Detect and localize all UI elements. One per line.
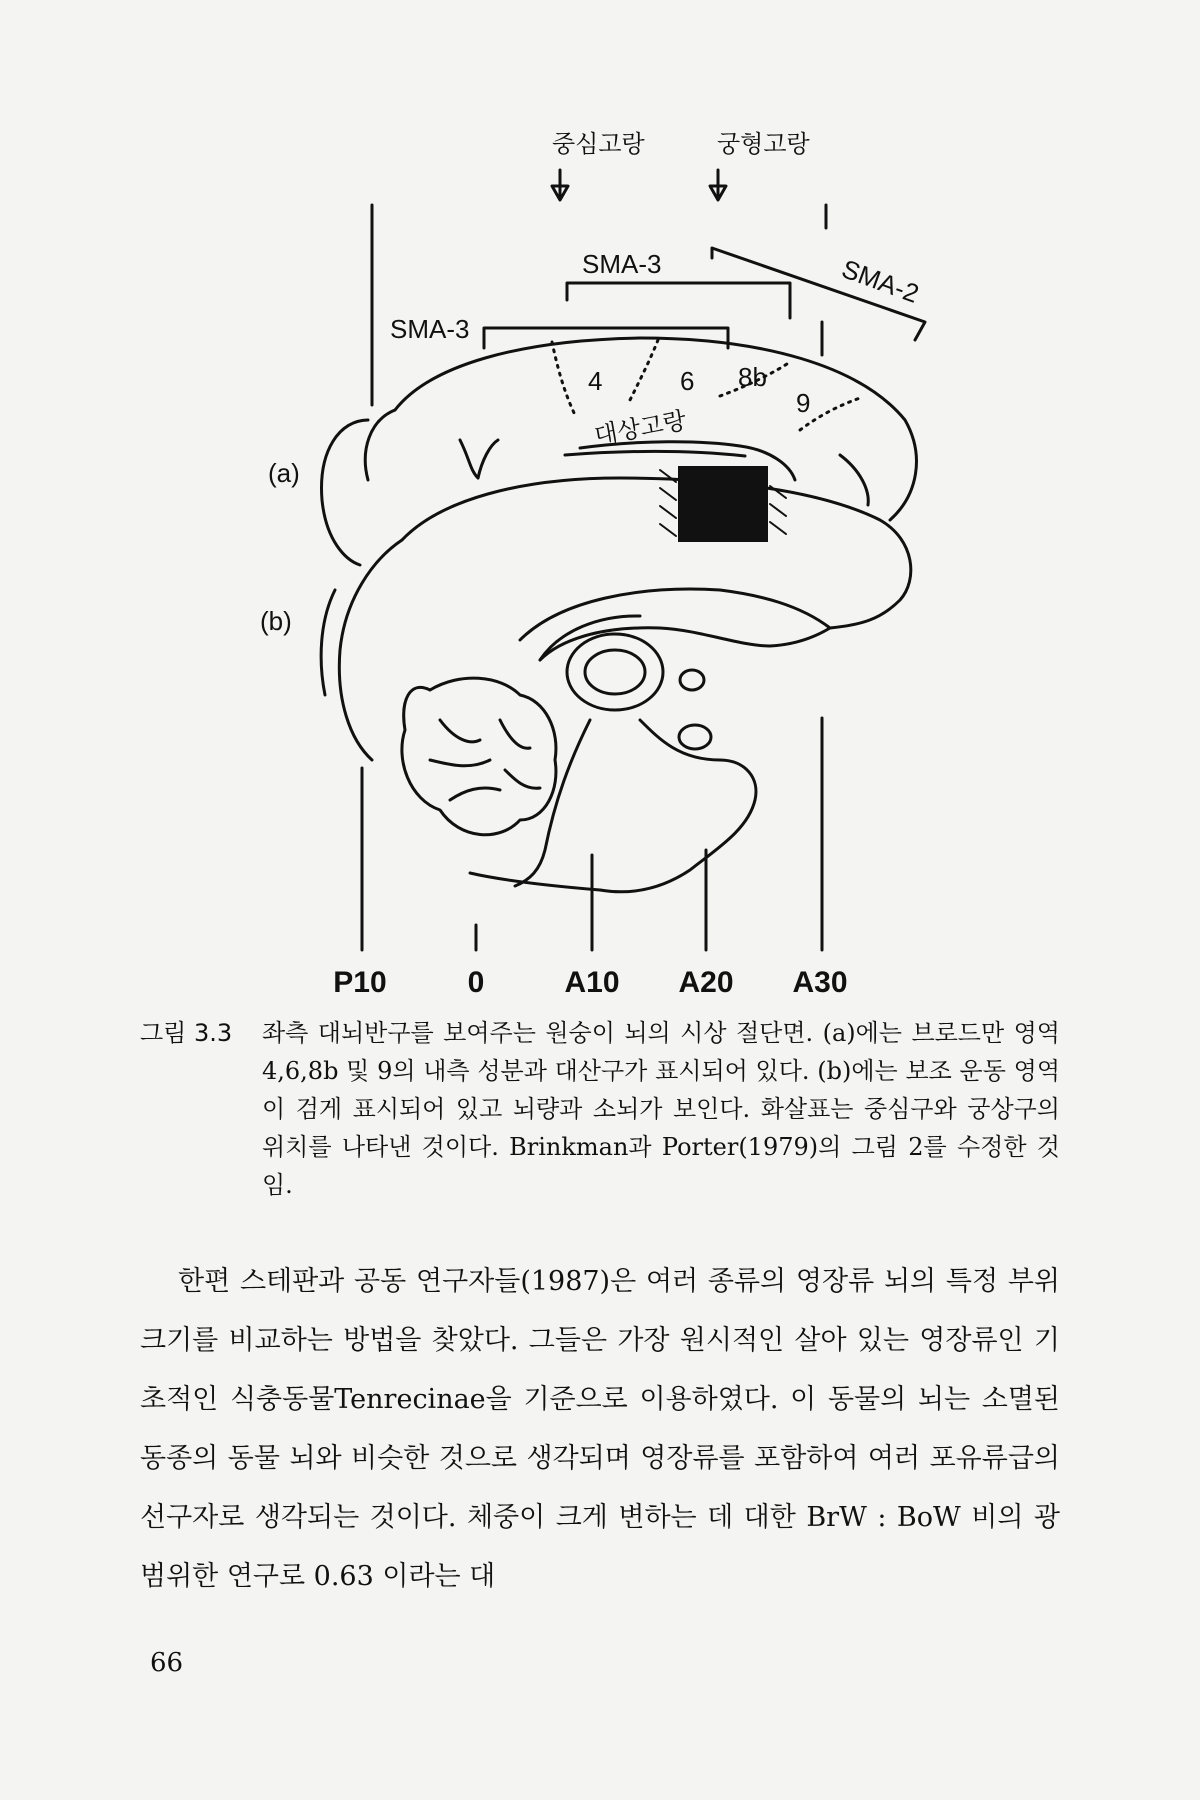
area-6-label: 6 <box>680 366 695 396</box>
sma3-lower-label: SMA-3 <box>390 314 470 344</box>
tick-label-a30: A30 <box>792 966 848 999</box>
page-number: 66 <box>150 1648 184 1678</box>
area-divider-4-6 <box>552 342 575 415</box>
cerebellum <box>402 678 556 835</box>
caption-text: 좌측 대뇌반구를 보여주는 원숭이 뇌의 시상 절단면. (a)에는 브로드만 영역 4,6,8b 및 9의 내측 성분과 대산구가 표시되어 있다. (b)에는 보조 운동 영역이 검게 표시되어 있고 뇌량과 소뇌가 보인다. 화살표는 중심구와 궁상구의 위치를 나타낸 것이다. Brinkman과 Porter(1979)의 그림 2를 수정한 것임. <box>262 1019 1060 1199</box>
thalamus <box>567 634 663 710</box>
cingulate-sulcus-label: 대상고랑 <box>592 406 689 450</box>
panel-a-label: (a) <box>268 458 300 488</box>
tick-label-p10: P10 <box>333 966 387 999</box>
central-sulcus-label: 중심고랑 <box>552 130 645 158</box>
arcuate-sulcus-label: 궁형고랑 <box>717 130 810 158</box>
brain-outline-b <box>402 478 911 628</box>
panel-b-label: (b) <box>260 606 292 636</box>
tick-label-a10: A10 <box>564 966 620 999</box>
central-sulcus-arrow <box>552 170 568 200</box>
area-9-label: 9 <box>796 388 811 418</box>
corpus-callosum <box>520 589 830 660</box>
body-paragraph: 한편 스테판과 공동 연구자들(1987)은 여러 종류의 영장류 뇌의 특정 부위 크기를 비교하는 방법을 찾았다. 그들은 가장 원시적인 살아 있는 영장류인 기초적인 식충동물Tenrecinae을 기준으로 이용하였다. 이 동물의 뇌는 소멸된 동종의 동물 뇌와 비슷한 것으로 생각되며 영장류를 포함하여 여러 포유류급의 선구자로 생각되는 것이다. 체중이 크게 변하는 데 대한 BrW : BoW 비의 광범위한 연구로 0.63 이라는 대 <box>140 1266 1060 1592</box>
sma3-upper-bracket <box>567 283 790 318</box>
arcuate-sulcus-arrow <box>710 170 726 200</box>
area-8b-label: 8b <box>738 362 767 392</box>
sma3-upper-label: SMA-3 <box>582 249 662 279</box>
area-4-label: 4 <box>588 366 603 396</box>
brainstem <box>515 720 590 886</box>
sma2-label: SMA-2 <box>837 253 923 309</box>
caption-label: 그림 3.3 <box>140 1019 233 1047</box>
figure-caption <box>140 1014 1060 1204</box>
sma-shaded-region <box>678 466 768 542</box>
tick-label-a20: A20 <box>678 966 734 999</box>
area-divider-6-8b <box>630 340 658 400</box>
tick-label-0: 0 <box>467 966 485 999</box>
